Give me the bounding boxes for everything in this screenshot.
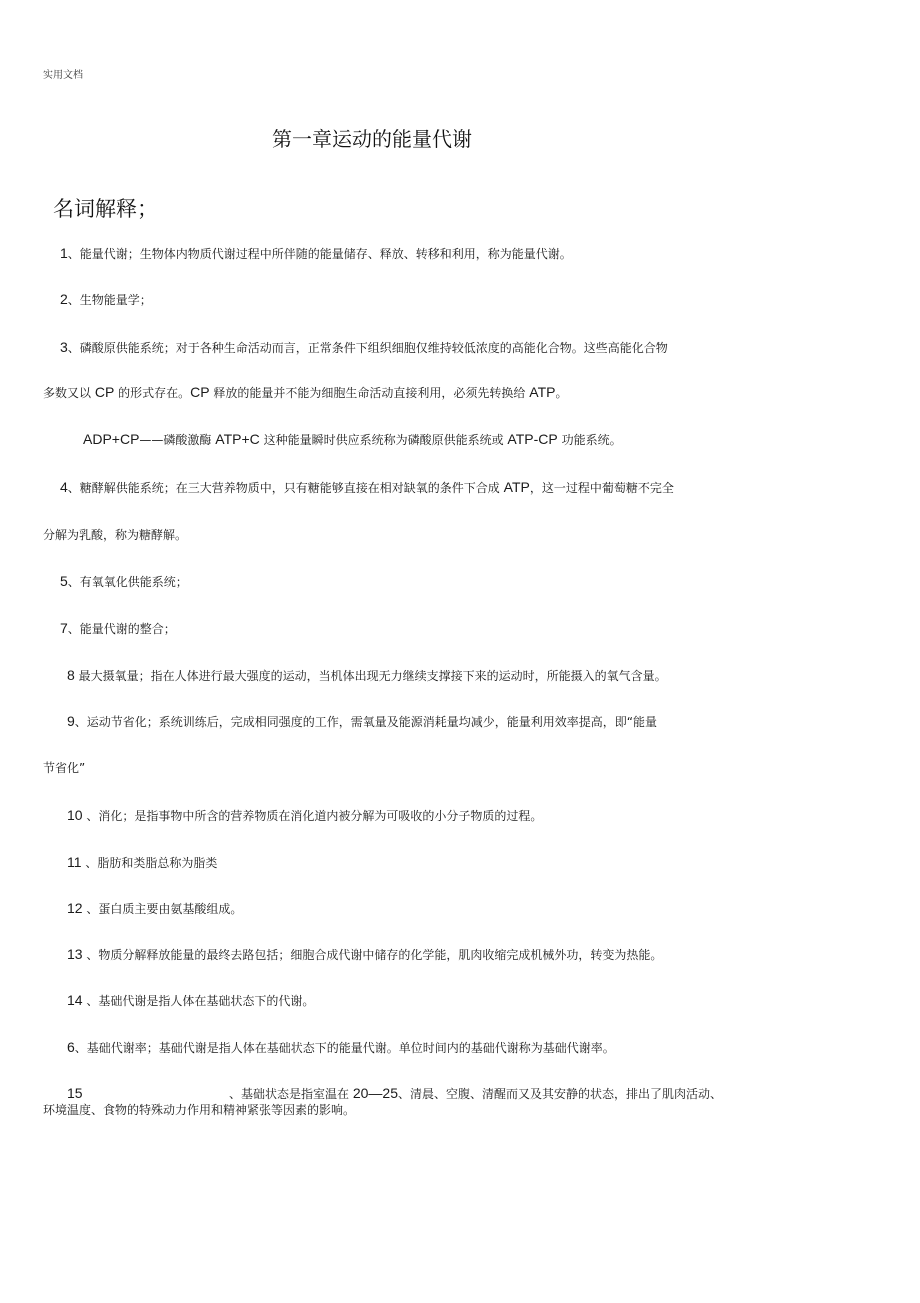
item-text: ，这一过程中葡萄糖不完全 — [529, 481, 674, 495]
item-text: 、能量代谢；生物体内物质代谢过程中所伴随的能量储存、释放、转移和利用，称为能量代谢。 — [67, 247, 572, 261]
item-number: 2 — [60, 291, 68, 307]
item-text: 、能量代谢的整合； — [67, 622, 176, 636]
equation-enzyme: ——磷酸激酶 — [139, 433, 212, 447]
item-number: 11 — [67, 854, 82, 870]
item-number: 10 — [67, 807, 83, 823]
definition-item-7 — [60, 621, 176, 635]
item-number: 7 — [60, 620, 68, 636]
cp-term: CP — [94, 384, 115, 400]
item-text: 、基础代谢是指人体在基础状态下的代谢。 — [86, 994, 315, 1008]
item-number: 13 — [67, 946, 83, 962]
item-text: 分解为乳酸，称为糖酵解。 — [43, 528, 188, 542]
item-text: 、基础状态是指室温在 — [229, 1087, 350, 1101]
item-text: 最大摄氧量；指在人体进行最大强度的运动，当机体出现无力继续支撑接下来的运动时，所能摄入的氧气含量。 — [78, 669, 667, 683]
equation-products: ATP+C — [215, 431, 260, 447]
item-text: 多数又以 — [43, 386, 92, 400]
item-text: 、基础代谢率；基础代谢是指人体在基础状态下的能量代谢。单位时间内的基础代谢称为基础代谢率。 — [74, 1041, 615, 1055]
page-header-label: 实用文档 — [43, 70, 83, 81]
equation-reactants: ADP+CP — [83, 431, 140, 447]
section-heading: 名词解释； — [53, 197, 158, 221]
item-text: 的形式存在。 — [118, 386, 191, 400]
temperature-range: 20—25 — [352, 1085, 398, 1101]
item-text: 、运动节省化；系统训练后，完成相同强度的工作，需氧量及能源消耗量均减少，能量利用效率提高，即“能量 — [74, 715, 658, 729]
item-text: 、清晨、空腹、清醒而又及其安静的状态，排出了肌肉活动、 — [398, 1087, 723, 1101]
item-number: 9 — [67, 713, 75, 729]
item-number: 14 — [67, 992, 83, 1008]
item-number: 1 — [60, 245, 68, 261]
definition-item-4 — [60, 480, 674, 494]
item-number: 5 — [60, 573, 68, 589]
definition-item-3-continuation — [43, 385, 567, 399]
definition-item-14 — [67, 993, 314, 1007]
item-text: 功能系统。 — [561, 433, 622, 447]
atp-term: ATP — [503, 479, 530, 495]
item-text: 、有氧氧化供能系统； — [67, 575, 188, 589]
item-text: 释放的能量并不能为细胞生命活动直接利用，必须先转换给 — [213, 386, 526, 400]
item-text: 、消化；是指事物中所含的营养物质在消化道内被分解为可吸收的小分子物质的过程。 — [86, 809, 543, 823]
atp-cp-term: ATP-CP — [507, 431, 558, 447]
definition-item-6 — [67, 1040, 615, 1054]
item-text: 、物质分解释放能量的最终去路包括；细胞合成代谢中储存的化学能，肌肉收缩完成机械外功，转变为热能。 — [86, 948, 663, 962]
atp-term: ATP — [529, 384, 556, 400]
item-number: 6 — [67, 1039, 75, 1055]
atp-cp-equation-line — [83, 432, 622, 446]
definition-item-15-continuation — [43, 1104, 355, 1116]
item-text: 。 — [555, 386, 568, 400]
definition-item-15 — [229, 1086, 722, 1100]
item-number: 3 — [60, 339, 68, 355]
item-number: 8 — [67, 667, 75, 683]
definition-item-4-continuation — [43, 529, 187, 541]
definition-item-3 — [60, 340, 668, 354]
chapter-title: 第一章运动的能量代谢 — [272, 127, 472, 151]
definition-item-10 — [67, 808, 542, 822]
definition-item-11 — [67, 855, 217, 869]
definition-item-9 — [67, 714, 657, 728]
definition-item-15-number — [67, 1086, 83, 1100]
definition-item-12 — [67, 901, 242, 915]
definition-item-9-continuation — [43, 762, 85, 774]
definition-item-13 — [67, 947, 662, 961]
definition-item-1 — [60, 246, 572, 260]
item-text: 这种能量瞬时供应系统称为磷酸原供能系统或 — [263, 433, 504, 447]
item-text: 节省化” — [43, 761, 86, 775]
item-number: 4 — [60, 479, 68, 495]
item-text: 、糖酵解供能系统；在三大营养物质中，只有糖能够直接在相对缺氧的条件下合成 — [67, 481, 500, 495]
cp-term: CP — [190, 384, 210, 400]
item-text: 环境温度、食物的特殊动力作用和精神紧张等因素的影响。 — [43, 1103, 356, 1117]
item-number: 15 — [67, 1085, 83, 1101]
item-text: 、磷酸原供能系统；对于各种生命活动而言，正常条件下组织细胞仅维持较低浓度的高能化合物。这些高能化合物 — [67, 341, 668, 355]
item-text: 、脂肪和类脂总称为脂类 — [85, 856, 218, 870]
definition-item-2 — [60, 292, 152, 306]
item-text: 、生物能量学； — [67, 293, 152, 307]
item-number: 12 — [67, 900, 83, 916]
definition-item-8 — [67, 668, 667, 682]
definition-item-5 — [60, 574, 188, 588]
item-text: 、蛋白质主要由氨基酸组成。 — [86, 902, 243, 916]
